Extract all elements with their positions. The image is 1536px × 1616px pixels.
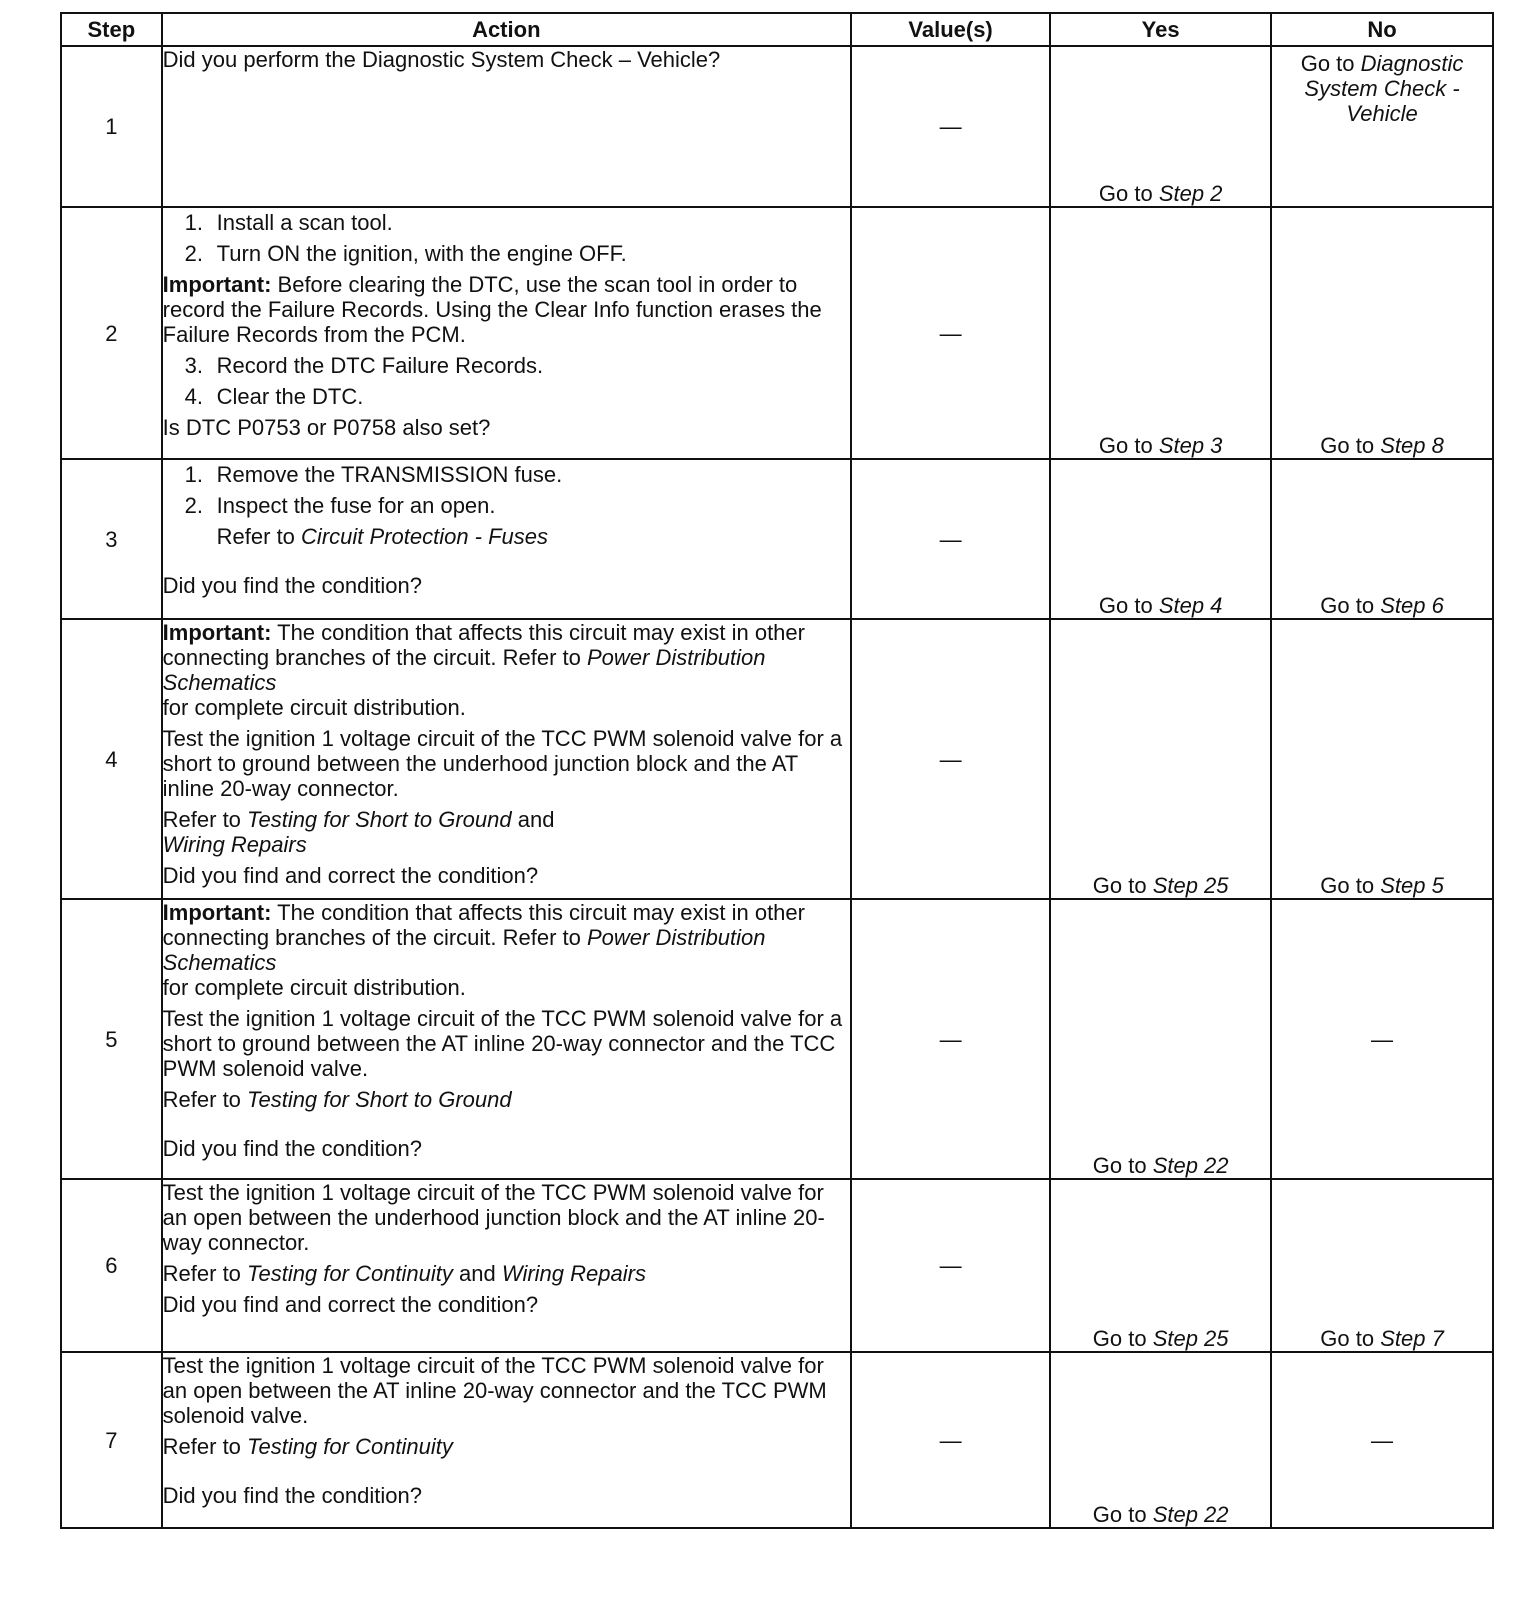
- action-cell: [162, 619, 851, 899]
- action-item: 2. Inspect the fuse for an open.: [184, 493, 496, 518]
- table-row: [61, 207, 1493, 459]
- step-number: 7: [61, 1352, 162, 1528]
- header-no: No: [1271, 13, 1493, 46]
- reference-link[interactable]: Testing for Short to Ground: [247, 807, 512, 832]
- refer-line: Refer to Circuit Protection - Fuses: [216, 524, 549, 549]
- no-step-link[interactable]: Step 5: [1380, 873, 1444, 898]
- value-cell: —: [851, 1179, 1050, 1352]
- reference-link[interactable]: Circuit Protection - Fuses: [301, 524, 549, 549]
- refer-line: Refer to Testing for Continuity: [162, 1434, 453, 1459]
- action-item: 4. Clear the DTC.: [184, 384, 364, 409]
- header-step: Step: [61, 13, 162, 46]
- refer-line: Refer to Testing for Continuity and Wiring Repairs: [162, 1261, 646, 1286]
- goto-label: Go to: [1092, 1153, 1147, 1178]
- important-note: Important: The condition that affects this circuit may exist in other connecting branches of the circuit. Refer to Power Distribution Schematics for complete circuit distribution.: [162, 620, 805, 720]
- goto-label: Go to: [1092, 1502, 1147, 1527]
- yes-step-link[interactable]: Step 25: [1152, 873, 1229, 898]
- table-row: [61, 1179, 1493, 1352]
- action-item: 3. Record the DTC Failure Records.: [184, 353, 544, 378]
- goto-label: Go to: [1092, 1326, 1147, 1351]
- no-cell: [1271, 459, 1493, 619]
- goto-label: Go to: [1098, 433, 1153, 458]
- reference-link[interactable]: Testing for Continuity: [247, 1434, 453, 1459]
- diagnostic-table: [60, 12, 1494, 1529]
- action-cell: [162, 207, 851, 459]
- goto-label: Go to: [1098, 181, 1153, 206]
- goto-label: Go to: [1320, 1326, 1375, 1351]
- reference-link[interactable]: Power Distribution Schematics: [162, 925, 766, 975]
- no-cell: [1271, 619, 1493, 899]
- no-step-link[interactable]: Step 7: [1380, 1326, 1444, 1351]
- value-cell: —: [851, 207, 1050, 459]
- important-note: Important: The condition that affects this circuit may exist in other connecting branches of the circuit. Refer to Power Distribution Schematics for complete circuit distribution.: [162, 900, 805, 1000]
- test-instruction: Test the ignition 1 voltage circuit of the TCC PWM solenoid valve for an open between the AT inline 20-way connector and the TCC PWM solenoid valve.: [162, 1353, 827, 1428]
- refer-line: Refer to Testing for Short to Ground and Wiring Repairs: [162, 807, 555, 857]
- action-cell: [162, 46, 851, 207]
- header-row: [61, 13, 1493, 46]
- step-number: 4: [61, 619, 162, 899]
- action-item: 1. Remove the TRANSMISSION fuse.: [184, 462, 563, 487]
- no-target-link[interactable]: Diagnostic System Check - Vehicle: [1304, 51, 1464, 126]
- goto-label: Go to: [1092, 873, 1147, 898]
- value-cell: —: [851, 46, 1050, 207]
- step-question: Is DTC P0753 or P0758 also set?: [162, 415, 491, 440]
- no-cell: [1271, 1179, 1493, 1352]
- reference-link[interactable]: Power Distribution Schematics: [162, 645, 766, 695]
- value-cell: —: [851, 1352, 1050, 1528]
- value-cell: —: [851, 619, 1050, 899]
- step-question: Did you find the condition?: [162, 1136, 422, 1161]
- goto-label: Go to: [1320, 433, 1375, 458]
- no-cell: [1271, 46, 1493, 207]
- action-cell: [162, 459, 851, 619]
- goto-label: Go to: [1320, 593, 1375, 618]
- action-cell: [162, 899, 851, 1179]
- header-action: Action: [162, 13, 851, 46]
- step-number: 6: [61, 1179, 162, 1352]
- yes-cell: [1050, 899, 1271, 1179]
- reference-link[interactable]: Testing for Short to Ground: [247, 1087, 512, 1112]
- step-question: Did you find the condition?: [162, 573, 422, 598]
- no-cell: [1271, 207, 1493, 459]
- yes-step-link[interactable]: Step 25: [1152, 1326, 1229, 1351]
- reference-link[interactable]: Wiring Repairs: [162, 832, 307, 857]
- reference-link[interactable]: Testing for Continuity: [247, 1261, 453, 1286]
- header-values: Value(s): [851, 13, 1050, 46]
- table-row: [61, 899, 1493, 1179]
- value-cell: —: [851, 899, 1050, 1179]
- important-note: Important: Before clearing the DTC, use the scan tool in order to record the Failure Records. Using the Clear Info function erases the Failure Records from the PCM.: [162, 272, 822, 347]
- step-number: 3: [61, 459, 162, 619]
- test-instruction: Test the ignition 1 voltage circuit of the TCC PWM solenoid valve for an open between the underhood junction block and the AT inline 20-way connector.: [162, 1180, 825, 1255]
- step-question: Did you find and correct the condition?: [162, 863, 539, 888]
- yes-step-link[interactable]: Step 2: [1158, 181, 1223, 206]
- step-number: 2: [61, 207, 162, 459]
- yes-step-link[interactable]: Step 4: [1158, 593, 1223, 618]
- yes-cell: [1050, 1352, 1271, 1528]
- yes-cell: [1050, 207, 1271, 459]
- test-instruction: Test the ignition 1 voltage circuit of the TCC PWM solenoid valve for a short to ground between the underhood junction block and the AT inline 20-way connector.: [162, 726, 843, 801]
- step-question: Did you perform the Diagnostic System Check – Vehicle?: [162, 47, 721, 72]
- yes-cell: [1050, 1179, 1271, 1352]
- yes-cell: [1050, 459, 1271, 619]
- goto-label: Go to: [1098, 593, 1153, 618]
- step-number: 5: [61, 899, 162, 1179]
- no-cell: —: [1271, 899, 1493, 1179]
- table-row: [61, 46, 1493, 207]
- yes-cell: [1050, 619, 1271, 899]
- no-step-link[interactable]: Step 6: [1380, 593, 1444, 618]
- value-cell: —: [851, 459, 1050, 619]
- goto-label: Go to: [1300, 51, 1355, 76]
- step-number: 1: [61, 46, 162, 207]
- step-question: Did you find the condition?: [162, 1483, 422, 1508]
- goto-label: Go to: [1320, 873, 1375, 898]
- table-row: [61, 459, 1493, 619]
- action-cell: [162, 1179, 851, 1352]
- step-question: Did you find and correct the condition?: [162, 1292, 539, 1317]
- no-cell: —: [1271, 1352, 1493, 1528]
- reference-link[interactable]: Wiring Repairs: [501, 1261, 646, 1286]
- action-item: 1. Install a scan tool.: [184, 210, 393, 235]
- yes-step-link[interactable]: Step 3: [1158, 433, 1223, 458]
- yes-step-link[interactable]: Step 22: [1152, 1502, 1229, 1527]
- table-row: [61, 619, 1493, 899]
- table-row: [61, 1352, 1493, 1528]
- yes-step-link[interactable]: Step 22: [1152, 1153, 1229, 1178]
- no-step-link[interactable]: Step 8: [1380, 433, 1444, 458]
- header-yes: Yes: [1050, 13, 1271, 46]
- action-item: 2. Turn ON the ignition, with the engine OFF.: [184, 241, 627, 266]
- refer-line: Refer to Testing for Short to Ground: [162, 1087, 512, 1112]
- yes-cell: [1050, 46, 1271, 207]
- action-cell: [162, 1352, 851, 1528]
- test-instruction: Test the ignition 1 voltage circuit of the TCC PWM solenoid valve for a short to ground between the AT inline 20-way connector and the TCC PWM solenoid valve.: [162, 1006, 843, 1081]
